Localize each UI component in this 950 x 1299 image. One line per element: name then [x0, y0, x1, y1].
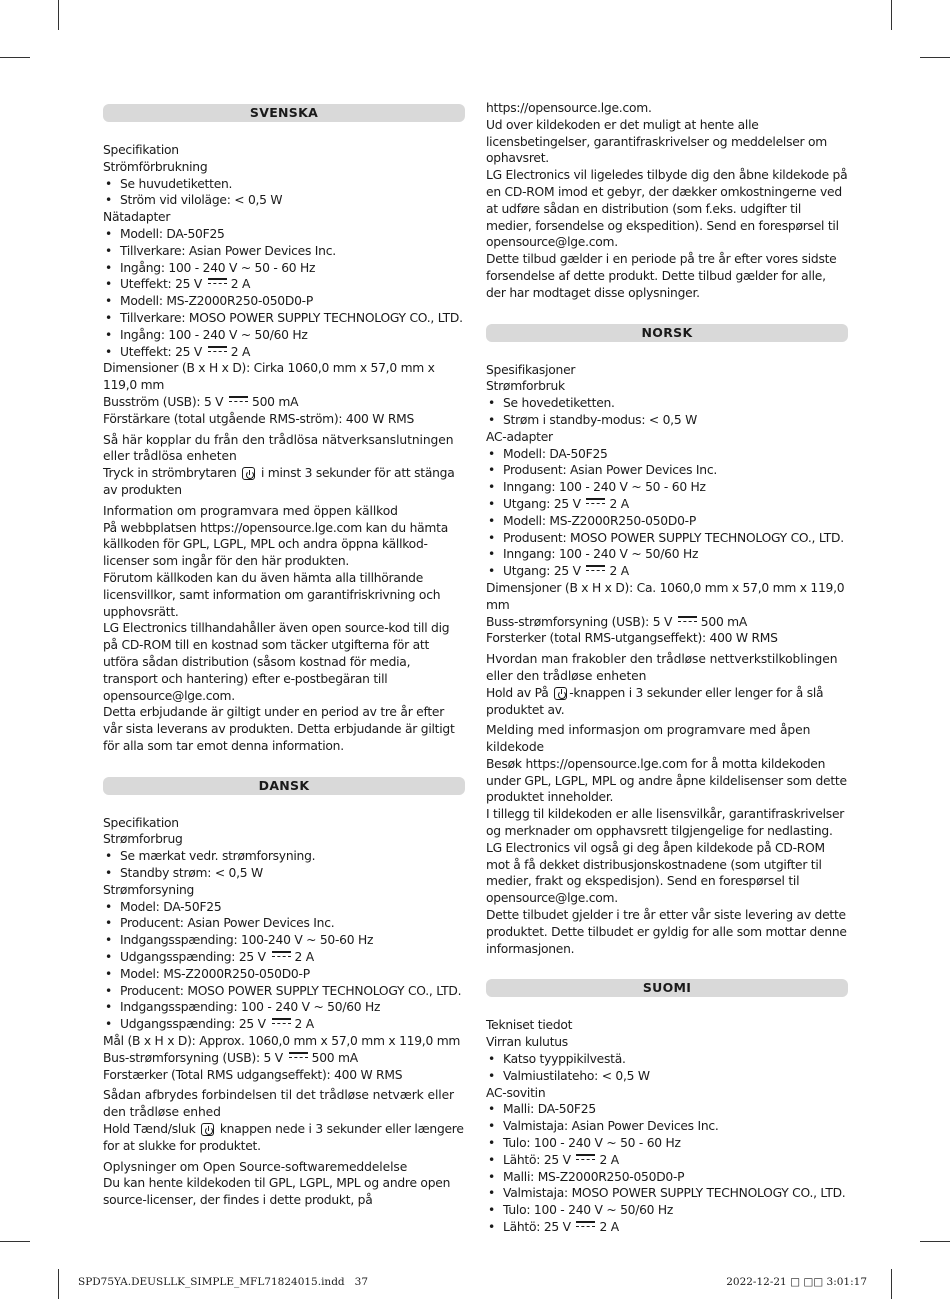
list-item: • Modell: MS-Z2000R250-050D0-P	[486, 513, 848, 530]
dimensions: Dimensioner (B x H x D): Cirka 1060,0 mm x 57,0 mm x 119,0 mm	[103, 361, 435, 393]
adapter-list	[486, 1101, 848, 1235]
list-item: • Indgangsspænding: 100-240 V ~ 50-60 Hz	[103, 932, 465, 949]
section-banner-svenska: SVENSKA	[103, 104, 465, 122]
power-consumption-list	[103, 176, 465, 210]
crop-mark	[58, 1269, 59, 1299]
dc-current-icon	[229, 396, 248, 405]
list-item	[486, 1219, 848, 1236]
output-value: 2 A	[294, 1017, 314, 1032]
power-consumption-list	[486, 1051, 848, 1085]
opensource-text: Besøk https://opensource.lge.com for å motta kildekoden under GPL, LGPL, MPL og andre åpne kildelisenser som dette produktet inneholder. I tillegg til kildekoden er alle lisensvilkår, garantifraskrivelser og merknader om opphavsrett tilgjengelige for nedlasting. LG Electronics vil også gi deg åpen kildekode på CD-ROM mot å få dekket distribusjonskostnadene (som utgifter til medier, frakt og ekspedisjon). Send en forespørsel til opensource@lge.com. Dette tilbudet gjelder i tre år etter vår siste levering av dette produktet. Dette tilbudet er gyldig for alle som mottar denne informasjonen.	[486, 756, 847, 956]
opensource-heading: Oplysninger om Open Source-softwaremeddelelse	[103, 1159, 408, 1174]
power-consumption-heading: Strømforbrug	[103, 832, 183, 847]
adapter-heading: Nätadapter	[103, 210, 171, 225]
disconnect-post: i minst 3 sekunder för att stänga av produkten	[103, 466, 455, 497]
spec-heading: Spesifikasjoner	[486, 362, 576, 377]
usb-value: 500 mA	[311, 1050, 358, 1065]
list-item: • Se huvudetiketten.	[103, 176, 465, 193]
output-value: 2 A	[609, 496, 629, 511]
list-item: • Modell: DA-50F25	[103, 226, 465, 243]
usb-value: 500 mA	[252, 394, 299, 409]
output-label: Udgangsspænding: 25 V	[120, 950, 266, 965]
disconnect-pre: Tryck in strömbrytaren	[103, 466, 237, 481]
power-consumption-list	[486, 395, 848, 429]
list-item: • Model: MS-Z2000R250-050D0-P	[103, 966, 465, 983]
output-value: 2 A	[599, 1152, 619, 1167]
disconnect-text	[486, 685, 848, 719]
opensource-text: Du kan hente kildekoden til GPL, LGPL, MPL og andre open source-licenser, der findes i dette produkt, på	[103, 1176, 451, 1208]
disconnect-heading: Så här kopplar du från den trådlösa nätverksanslutningen eller trådlösa enheten	[103, 432, 454, 464]
disconnect-post: knappen nede i 3 sekunder eller længere for at slukke for produktet.	[103, 1122, 464, 1153]
dc-current-icon	[289, 1052, 308, 1061]
list-item: • Tillverkare: Asian Power Devices Inc.	[103, 243, 465, 260]
footer-file-slug: SPD75YA.DEUSLLK_SIMPLE_MFL71824015.indd 37	[78, 1276, 369, 1288]
disconnect-pre: Hold Tænd/sluk	[103, 1122, 196, 1137]
power-button-icon	[554, 687, 567, 700]
disconnect-heading: Sådan afbrydes forbindelsen til det trådløse netværk eller den trådløse enhed	[103, 1088, 455, 1120]
list-item	[486, 496, 848, 513]
output-value: 2 A	[230, 277, 251, 292]
adapter-list	[103, 899, 465, 1033]
list-item: • Ingång: 100 - 240 V ~ 50 - 60 Hz	[103, 260, 465, 277]
dansk-continuation-text: https://opensource.lge.com. Ud over kildekoden er det muligt at hente alle licensbetingelser, garantifraskrivelser og meddelelser om ophavsret. LG Electronics vil ligeledes tilbyde dig den åbne kildekode på en CD-ROM imod et gebyr, der dækker omkostningerne ved at udføre sådan en distribution (som f.eks. udgifter til medier, forsendelse og ekspedition). Send en forespørsel til opensource@lge.com. Dette tilbud gælder i en periode på tre år efter vores sidste forsendelse af dette produkt. Dette tilbud gælder for alle, der har modtaget disse oplysninger.	[486, 101, 848, 300]
crop-mark	[891, 1269, 892, 1299]
spec-heading: Tekniset tiedot	[486, 1018, 573, 1033]
power-consumption-heading: Virran kulutus	[486, 1035, 568, 1050]
right-column	[486, 100, 848, 1236]
output-value: 2 A	[599, 1220, 619, 1235]
list-item: • Modell: MS-Z2000R250-050D0-P	[103, 293, 465, 310]
disconnect-text	[103, 465, 465, 499]
power-consumption-heading: Strømforbruk	[486, 379, 565, 394]
list-item	[103, 1016, 465, 1033]
dc-current-icon	[272, 951, 291, 960]
output-label: Lähtö: 25 V	[503, 1220, 571, 1235]
adapter-list	[103, 226, 465, 360]
list-item: • Tulo: 100 - 240 V ~ 50/60 Hz	[486, 1202, 848, 1219]
list-item: • Producent: Asian Power Devices Inc.	[103, 915, 465, 932]
opensource-heading: Melding med informasjon om programvare med åpen kildekode	[486, 723, 811, 755]
list-item: • Valmistaja: Asian Power Devices Inc.	[486, 1118, 848, 1135]
adapter-heading: AC-sovitin	[486, 1085, 546, 1100]
list-item: • Valmistaja: MOSO POWER SUPPLY TECHNOLOGY CO., LTD.	[486, 1185, 848, 1202]
output-value: 2 A	[609, 564, 629, 579]
crop-mark	[58, 0, 59, 30]
output-label: Utgang: 25 V	[503, 496, 581, 511]
list-item	[486, 1152, 848, 1169]
list-item: • Strøm i standby-modus: < 0,5 W	[486, 412, 848, 429]
dc-current-icon	[208, 278, 227, 287]
list-item	[486, 563, 848, 580]
list-item	[103, 276, 465, 293]
dc-current-icon	[576, 1221, 595, 1230]
list-item	[103, 949, 465, 966]
usb-label: Buss-strømforsyning (USB): 5 V	[486, 614, 673, 629]
crop-mark	[0, 1241, 30, 1242]
section-banner-dansk: DANSK	[103, 777, 465, 795]
list-item: • Ingång: 100 - 240 V ~ 50/60 Hz	[103, 327, 465, 344]
crop-mark	[920, 1241, 950, 1242]
crop-mark	[0, 57, 30, 58]
output-label: Utgang: 25 V	[503, 564, 581, 579]
list-item: • Inngang: 100 - 240 V ~ 50/60 Hz	[486, 546, 848, 563]
usb-label: Busström (USB): 5 V	[103, 394, 224, 409]
spec-heading: Specifikation	[103, 815, 179, 830]
list-item: • Valmiustilateho: < 0,5 W	[486, 1068, 848, 1085]
dimensions: Mål (B x H x D): Approx. 1060,0 mm x 57,0 mm x 119,0 mm	[103, 1034, 461, 1049]
section-banner-suomi: SUOMI	[486, 979, 848, 997]
dc-current-icon	[586, 565, 605, 574]
crop-mark	[920, 57, 950, 58]
list-item: • Standby strøm: < 0,5 W	[103, 865, 465, 882]
dc-current-icon	[678, 616, 697, 625]
list-item: • Produsent: MOSO POWER SUPPLY TECHNOLOGY CO., LTD.	[486, 530, 848, 547]
power-button-icon	[201, 1123, 214, 1136]
crop-mark	[891, 0, 892, 30]
list-item: • Produsent: Asian Power Devices Inc.	[486, 462, 848, 479]
power-button-icon	[242, 467, 255, 480]
usb-power	[103, 1050, 465, 1067]
left-column	[103, 100, 465, 1209]
usb-power	[486, 614, 848, 631]
dc-current-icon	[586, 498, 605, 507]
list-item	[103, 344, 465, 361]
power-consumption-heading: Strömförbrukning	[103, 159, 208, 174]
adapter-heading: AC-adapter	[486, 429, 553, 444]
dimensions: Dimensjoner (B x H x D): Ca. 1060,0 mm x 57,0 mm x 119,0 mm	[486, 580, 845, 612]
adapter-heading: Strømforsyning	[103, 882, 195, 897]
output-value: 2 A	[294, 950, 314, 965]
list-item: • Malli: DA-50F25	[486, 1101, 848, 1118]
disconnect-text	[103, 1121, 465, 1155]
list-item: • Model: DA-50F25	[103, 899, 465, 916]
opensource-text: På webbplatsen https://opensource.lge.com kan du hämta källkoden för GPL, LGPL, MPL och andra öppna källkod-licenser som ingår för den här produkten. Förutom källkoden kan du även hämta alla tillhörande licensvillkor, samt information om garantifriskrivning och upphovsrätt. LG Electronics tillhandahåller även open source-kod till dig på CD-ROM till en kostnad som täcker utgifterna för att utföra sådan distribution (såsom kostnad för media, transport och hantering) efter e-postbegäran till opensource@lge.com. Detta erbjudande är giltigt under en period av tre år efter vår sista leverans av produkten. Detta erbjudande är giltigt för alla som tar emot denna information.	[103, 520, 455, 753]
list-item: • Ström vid viloläge: < 0,5 W	[103, 192, 465, 209]
list-item: • Tulo: 100 - 240 V ~ 50 - 60 Hz	[486, 1135, 848, 1152]
amplifier: Forstærker (Total RMS udgangseffekt): 400 W RMS	[103, 1067, 403, 1082]
list-item: • Se hovedetiketten.	[486, 395, 848, 412]
list-item: • Producent: MOSO POWER SUPPLY TECHNOLOGY CO., LTD.	[103, 983, 465, 1000]
list-item: • Modell: DA-50F25	[486, 446, 848, 463]
output-label: Uteffekt: 25 V	[120, 344, 203, 359]
disconnect-heading: Hvordan man frakobler den trådløse nettverkstilkoblingen eller den trådløse enheten	[486, 652, 838, 683]
list-item: • Inngang: 100 - 240 V ~ 50 - 60 Hz	[486, 479, 848, 496]
list-item: • Indgangsspænding: 100 - 240 V ~ 50/60 Hz	[103, 999, 465, 1016]
section-banner-norsk: NORSK	[486, 324, 848, 342]
spec-heading: Specifikation	[103, 143, 179, 157]
opensource-heading: Information om programvara med öppen källkod	[103, 503, 398, 518]
usb-label: Bus-strømforsyning (USB): 5 V	[103, 1050, 283, 1065]
adapter-list	[486, 446, 848, 580]
usb-power	[103, 394, 465, 411]
output-label: Lähtö: 25 V	[503, 1152, 571, 1167]
dc-current-icon	[576, 1154, 595, 1163]
list-item: • Se mærkat vedr. strømforsyning.	[103, 848, 465, 865]
dc-current-icon	[208, 346, 227, 355]
dc-current-icon	[272, 1018, 291, 1027]
output-value: 2 A	[230, 344, 251, 359]
amplifier: Förstärkare (total utgående RMS-ström): 400 W RMS	[103, 411, 415, 426]
output-label: Uteffekt: 25 V	[120, 277, 203, 292]
output-label: Udgangsspænding: 25 V	[120, 1017, 266, 1032]
list-item: • Tillverkare: MOSO POWER SUPPLY TECHNOLOGY CO., LTD.	[103, 310, 465, 327]
power-consumption-list	[103, 848, 465, 882]
disconnect-pre: Hold av På	[486, 685, 549, 700]
amplifier: Forsterker (total RMS-utgangseffekt): 400 W RMS	[486, 631, 778, 646]
list-item: • Malli: MS-Z2000R250-050D0-P	[486, 1169, 848, 1186]
footer-timestamp: 2022-12-21 □ □□ 3:01:17	[726, 1276, 867, 1288]
usb-value: 500 mA	[700, 614, 748, 629]
disconnect-post: -knappen i 3 sekunder eller lenger for å slå produktet av.	[486, 685, 824, 717]
list-item: • Katso tyyppikilvestä.	[486, 1051, 848, 1068]
